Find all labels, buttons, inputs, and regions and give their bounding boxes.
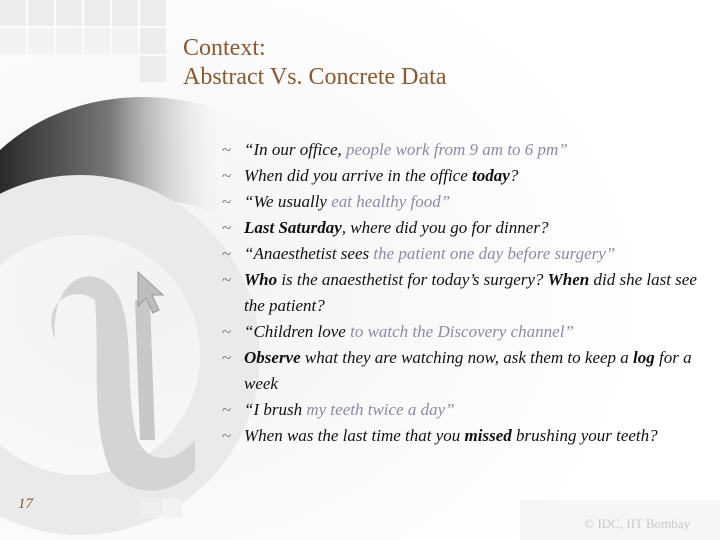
- bullet-marker: ~: [222, 192, 232, 211]
- bullet-emphasis: log: [633, 348, 655, 367]
- title-line-2: Abstract Vs. Concrete Data: [183, 64, 447, 90]
- bullet-text: [244, 397, 702, 423]
- bullet-emphasis: Observe: [244, 348, 301, 367]
- bullet-item: [222, 267, 702, 319]
- bullet-light-text: the patient one day before surgery”: [373, 244, 616, 263]
- bullet-text-segment: When did you arrive in the office: [244, 166, 473, 185]
- bullet-light-text: people work from 9 am to 6 pm”: [346, 140, 568, 159]
- bullet-marker: ~: [222, 244, 232, 263]
- bullet-text: [244, 423, 702, 449]
- bullet-item: [222, 215, 702, 241]
- bullet-light-text: my teeth twice a day”: [306, 400, 455, 419]
- bullet-marker: ~: [222, 322, 232, 341]
- bullet-item: [222, 319, 702, 345]
- bullet-list: [222, 137, 702, 449]
- bullet-text-segment: brushing your teeth?: [511, 426, 658, 445]
- bullet-text: [244, 345, 702, 397]
- bullet-item: [222, 137, 702, 163]
- bullet-text: [244, 137, 702, 163]
- bullet-text-segment: did she last see the patient?: [244, 270, 697, 315]
- bullet-text: [244, 215, 702, 241]
- bullet-text-segment: for a week: [244, 348, 692, 393]
- bullet-light-text: to watch the Discovery channel”: [350, 322, 574, 341]
- title-line-1: Context:: [183, 35, 266, 61]
- bullet-text-segment: , where did you go for dinner?: [341, 218, 549, 237]
- bullet-marker: ~: [222, 166, 232, 185]
- copyright-notice: © IDC, IIT Bombay: [584, 516, 690, 531]
- bullet-emphasis: When: [547, 270, 590, 289]
- bullet-text: [244, 241, 702, 267]
- bullet-text-segment: “Anaesthetist sees: [244, 244, 374, 263]
- bullet-text: [244, 319, 702, 345]
- bullet-text-segment: is the anaesthetist for today’s surgery?: [277, 270, 548, 289]
- bullet-text: [244, 163, 702, 189]
- bullet-text-segment: “We usually: [244, 192, 332, 211]
- slide-number: 17: [18, 496, 33, 512]
- bullet-text: [244, 189, 702, 215]
- bullet-marker: ~: [222, 218, 232, 237]
- bullet-marker: ~: [222, 426, 232, 445]
- bullet-marker: ~: [222, 348, 232, 367]
- bullet-marker: ~: [222, 400, 232, 419]
- bullet-text-segment: what they are watching now, ask them to keep a: [300, 348, 634, 367]
- bullet-item: [222, 345, 702, 397]
- bullet-emphasis: missed: [464, 426, 512, 445]
- bullet-text-segment: “Children love: [244, 322, 351, 341]
- bullet-emphasis: today: [472, 166, 510, 185]
- bullet-item: [222, 397, 702, 423]
- bullet-emphasis: Last Saturday: [244, 218, 342, 237]
- bullet-marker: ~: [222, 140, 232, 159]
- bullet-text-segment: When was the last time that you: [244, 426, 465, 445]
- slide-title: [183, 34, 446, 92]
- bullet-item: [222, 189, 702, 215]
- bullet-emphasis: Who: [244, 270, 278, 289]
- bullet-item: [222, 163, 702, 189]
- bullet-marker: ~: [222, 270, 232, 289]
- bullet-text-segment: “I brush: [244, 400, 307, 419]
- bullet-text: [244, 267, 702, 319]
- bullet-text-segment: “In our office,: [244, 140, 346, 159]
- bullet-item: [222, 241, 702, 267]
- bullet-text-segment: ?: [509, 166, 519, 185]
- bullet-item: [222, 423, 702, 449]
- bullet-light-text: eat healthy food”: [331, 192, 451, 211]
